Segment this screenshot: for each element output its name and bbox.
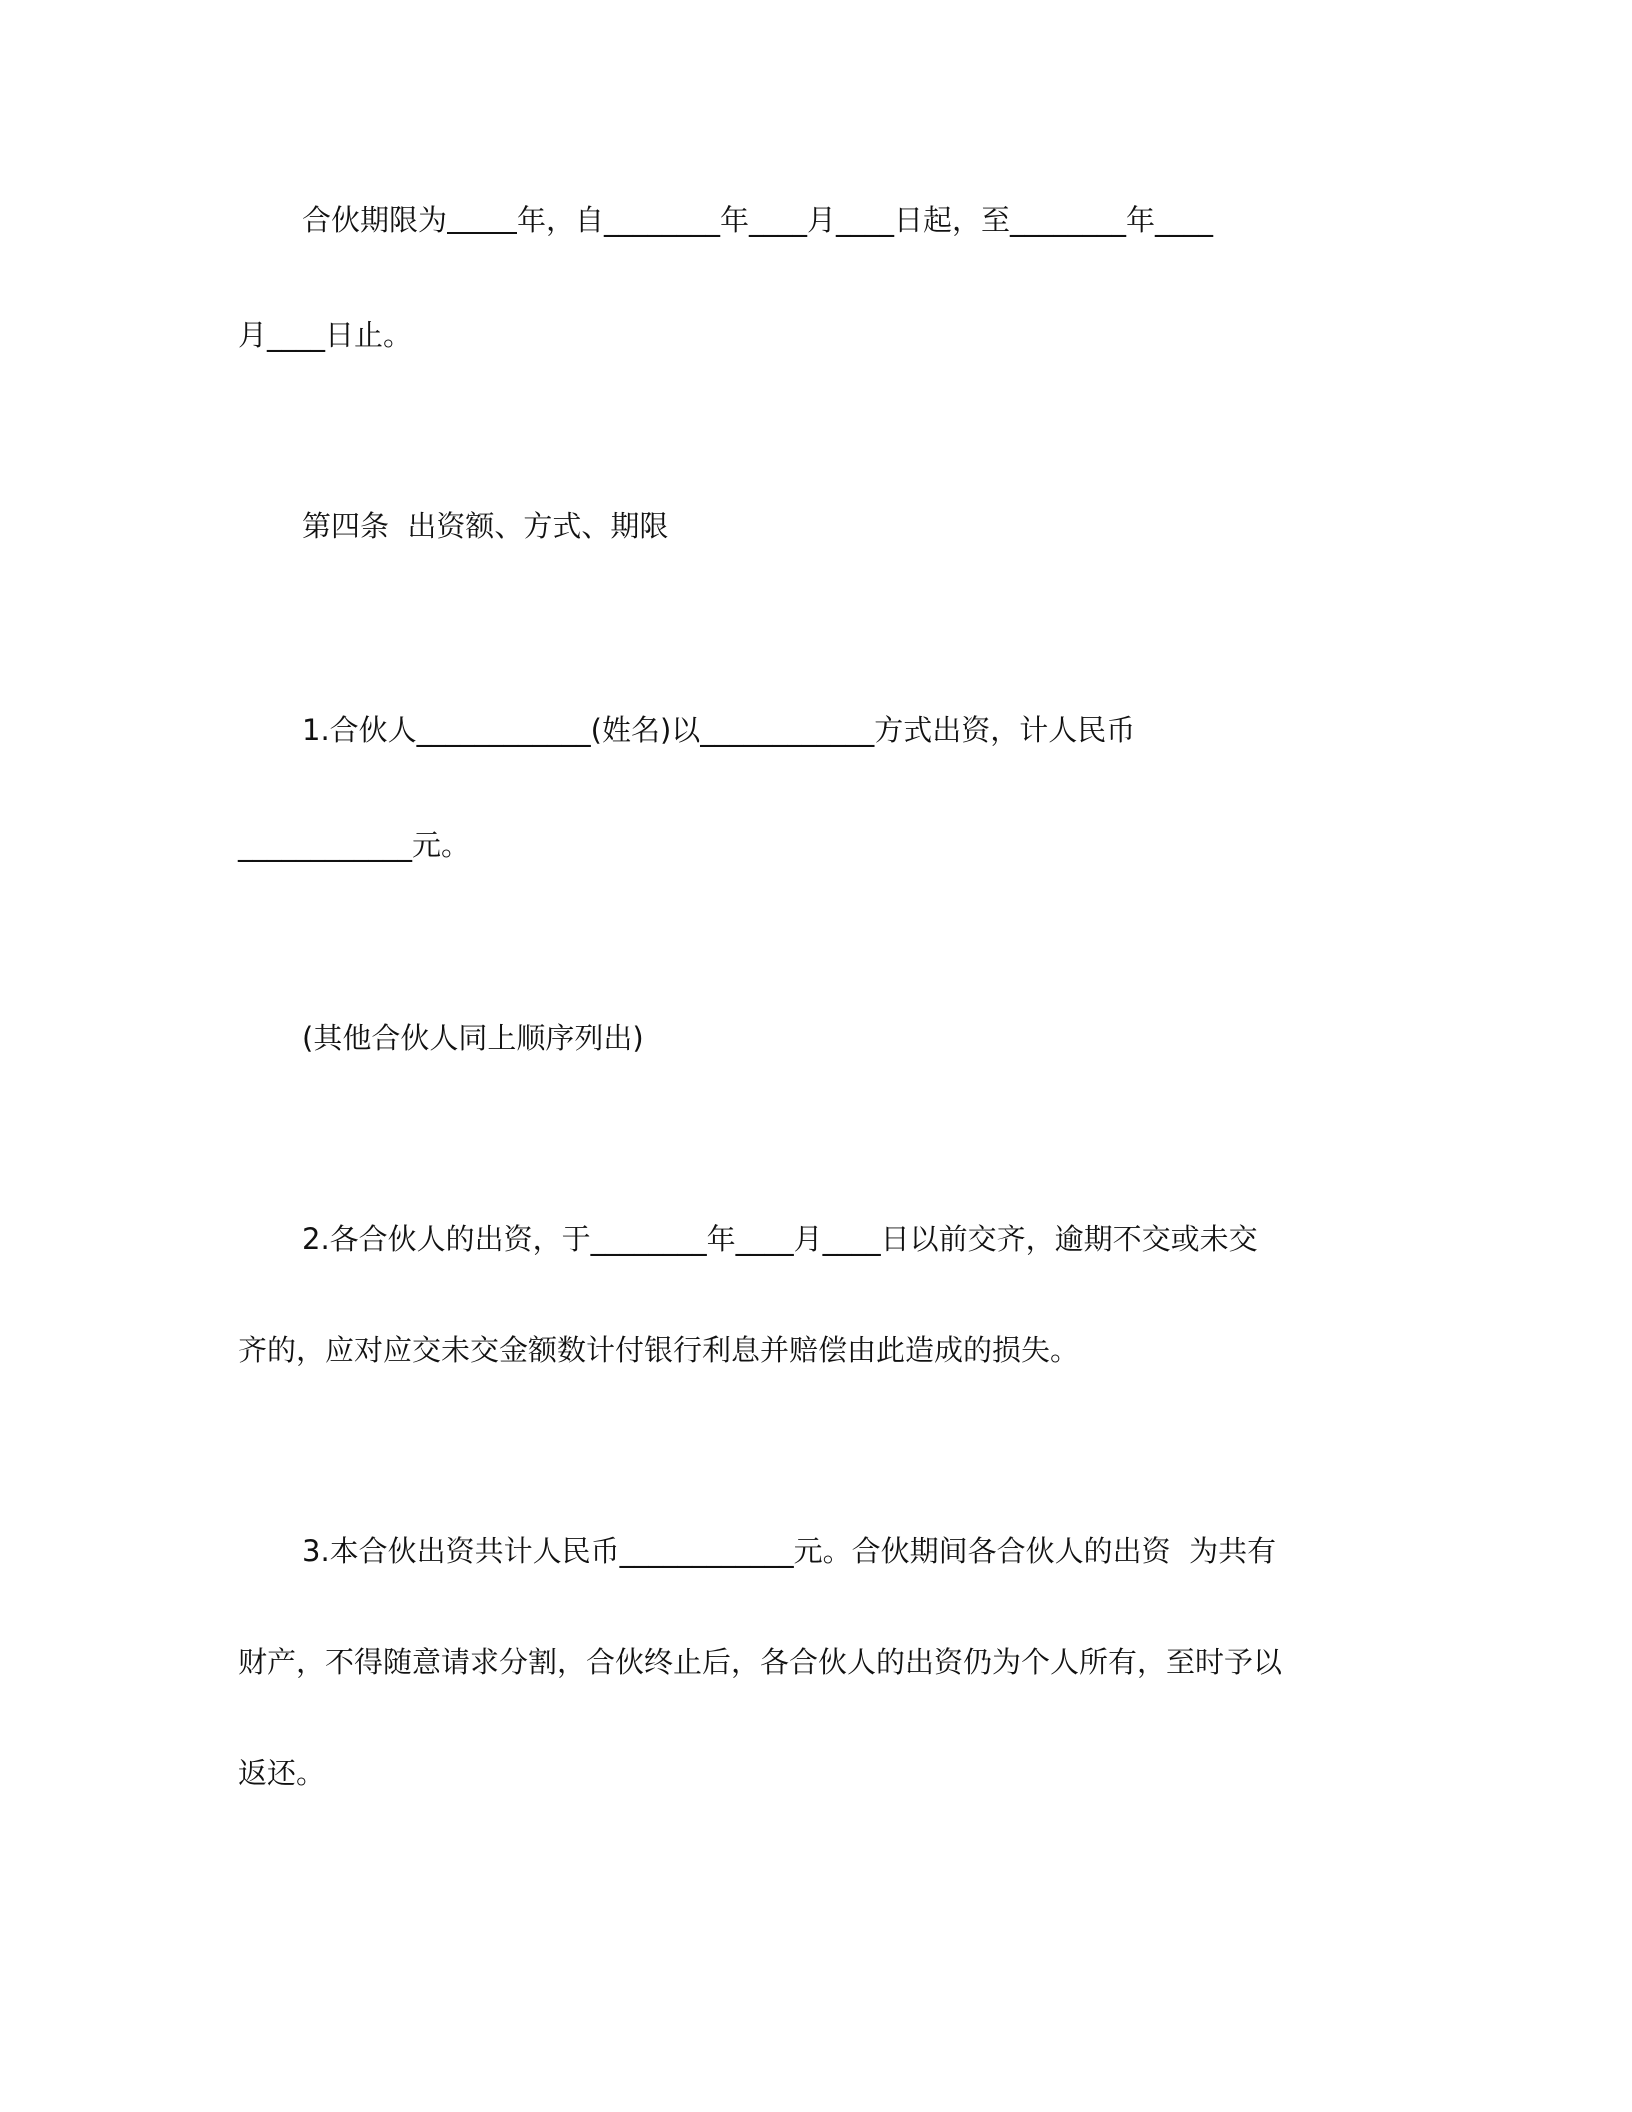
clause-1-line-2: ____________元。 [238, 828, 471, 862]
paragraph-term-line-1 [302, 200, 1462, 240]
paragraph-term-line-2: 月____日止。 [238, 318, 413, 352]
term-label: 合伙期限为 [302, 203, 448, 237]
clause-2-line-2: 齐的，应对应交未交金额数计付银行利息并赔偿由此造成的损失。 [238, 1333, 1080, 1367]
clause-3-line-3: 返还。 [238, 1756, 326, 1790]
clause-2-line-1: 2.各合伙人的出资，于________年____月____日以前交齐，逾期不交或未交 [302, 1222, 1258, 1256]
clause-1-line-1: 1.合伙人____________(姓名)以____________方式出资，计人民币 [302, 713, 1136, 747]
clause-3-line-1: 3.本合伙出资共计人民币____________元。合伙期间各合伙人的出资 为共有 [302, 1534, 1277, 1568]
term-dates: 年，自________年____月____日起，至________年____ [517, 203, 1214, 237]
clause-3-line-2: 财产，不得随意请求分割，合伙终止后，各合伙人的出资仍为个人所有，至时予以 [238, 1645, 1283, 1679]
term-years-blank [447, 202, 517, 234]
article-heading: 第四条 出资额、方式、期限 [302, 509, 669, 543]
clause-note: (其他合伙人同上顺序列出) [302, 1021, 644, 1055]
